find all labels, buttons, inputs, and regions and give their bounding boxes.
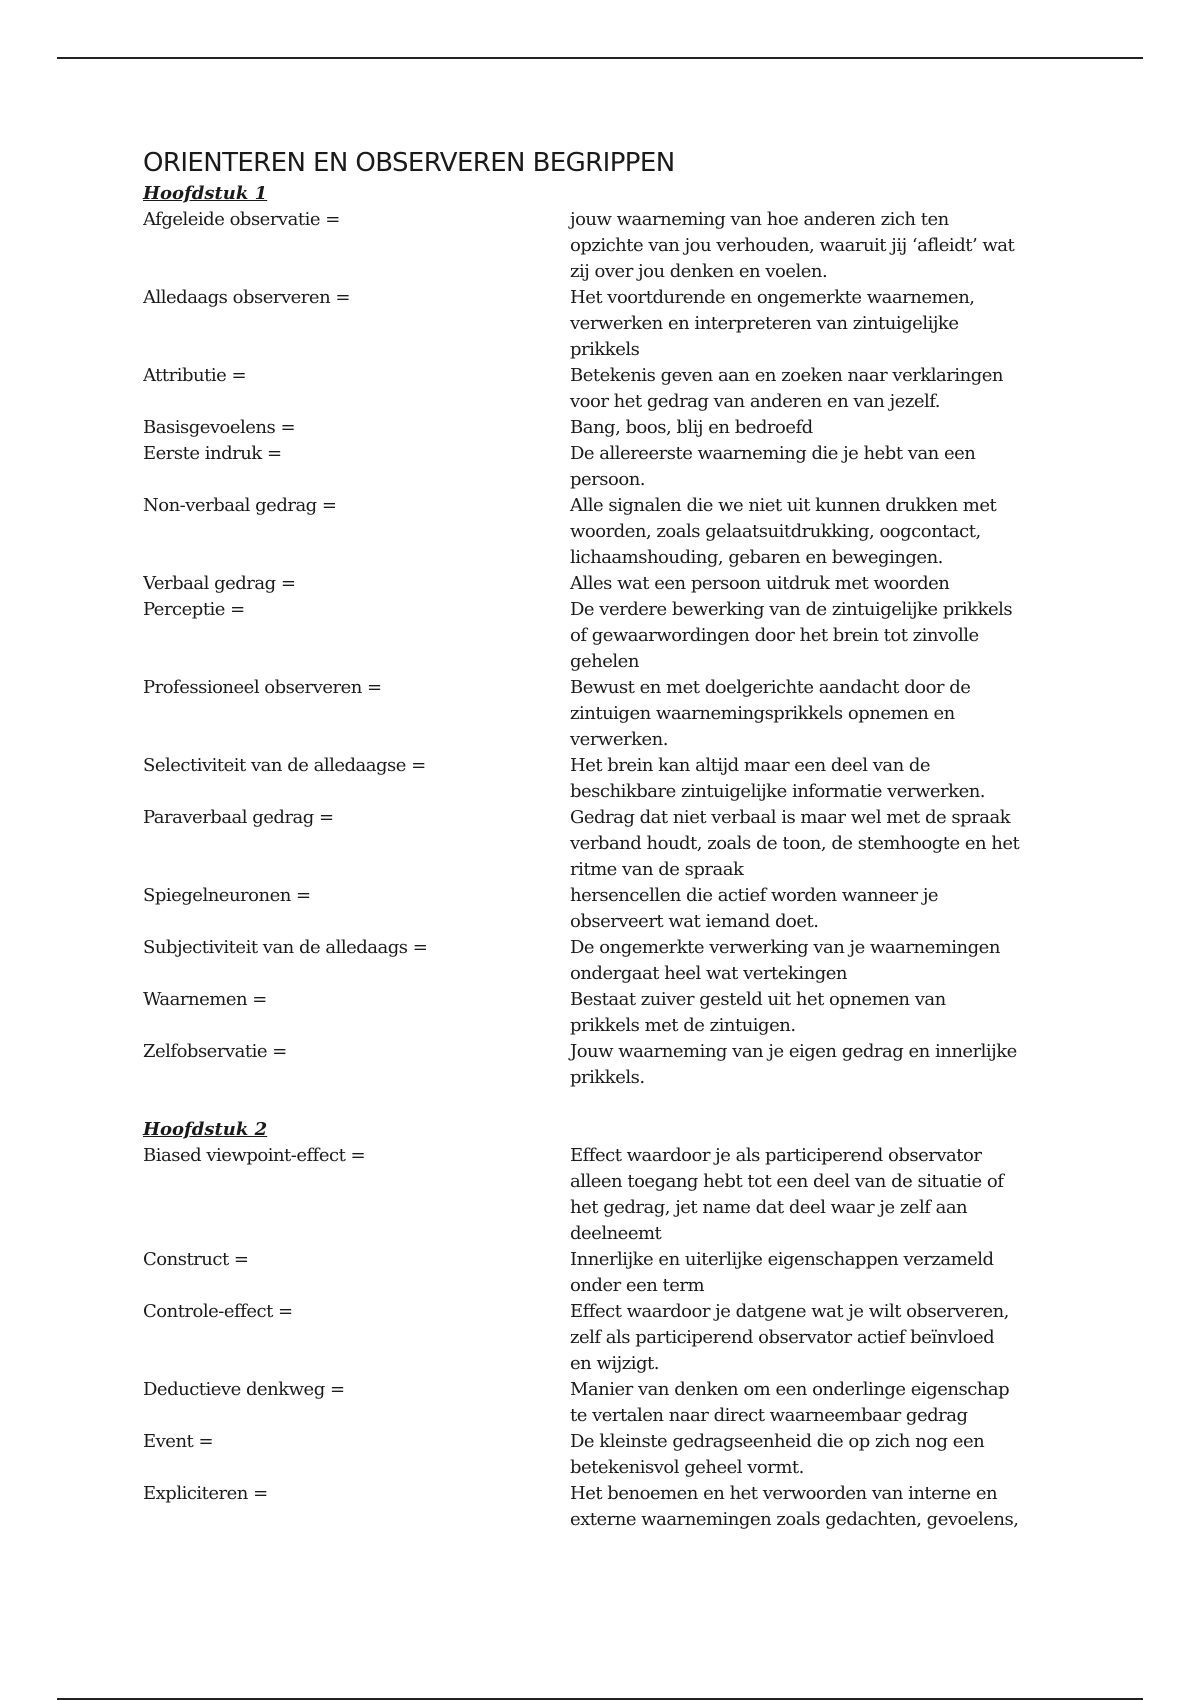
term-label: Perceptie = xyxy=(143,599,245,620)
term-label: Subjectiviteit van de alledaags = xyxy=(143,937,428,958)
definition-line: Bestaat zuiver gesteld uit het opnemen van xyxy=(570,989,946,1010)
term-label: Event = xyxy=(143,1431,214,1452)
definition-line: hersencellen die actief worden wanneer je xyxy=(570,885,939,906)
term-definition xyxy=(570,285,1073,363)
definition-line: woorden, zoals gelaatsuitdrukking, oogcontact, xyxy=(570,521,981,542)
term-definition xyxy=(570,207,1073,285)
definition-line: zij over jou denken en voelen. xyxy=(570,261,828,282)
header-rule xyxy=(57,57,1143,59)
definition-line: prikkels. xyxy=(570,1067,645,1088)
definition-line: De allereerste waarneming die je hebt van een xyxy=(570,443,976,464)
definition-line: Het benoemen en het verwoorden van interne en xyxy=(570,1483,998,1504)
term-list xyxy=(143,1143,1073,1533)
term-definition xyxy=(570,1247,1073,1299)
definition-line: Manier van denken om een onderlinge eigenschap xyxy=(570,1379,1010,1400)
term-definition xyxy=(570,1377,1073,1429)
term-definition xyxy=(570,441,1073,493)
term-label: Controle-effect = xyxy=(143,1301,293,1322)
definition-line: ritme van de spraak xyxy=(570,859,744,880)
definition-line: externe waarnemingen zoals gedachten, gevoelens, xyxy=(570,1509,1019,1530)
term-row xyxy=(143,1247,1073,1299)
definition-line: opzichte van jou verhouden, waaruit jij ‘afleidt’ wat xyxy=(570,235,1015,256)
term-definition xyxy=(570,1481,1073,1533)
chapters-container xyxy=(143,181,1073,1533)
definition-line: Het brein kan altijd maar een deel van de xyxy=(570,755,931,776)
term-row xyxy=(143,805,1073,883)
term-label: Afgeleide observatie = xyxy=(143,209,340,230)
term-row xyxy=(143,285,1073,363)
term-label: Selectiviteit van de alledaagse = xyxy=(143,755,426,776)
term-definition xyxy=(570,675,1073,753)
definition-line: Betekenis geven aan en zoeken naar verklaringen xyxy=(570,365,1003,386)
term-definition xyxy=(570,1299,1073,1377)
definition-line: prikkels xyxy=(570,339,640,360)
definition-line: verwerken en interpreteren van zintuigelijke xyxy=(570,313,959,334)
definition-line: prikkels met de zintuigen. xyxy=(570,1015,796,1036)
term-definition xyxy=(570,805,1073,883)
term-row xyxy=(143,1429,1073,1481)
term-label: Spiegelneuronen = xyxy=(143,885,311,906)
document-body xyxy=(143,146,1073,1533)
term-definition xyxy=(570,987,1073,1039)
definition-line: verwerken. xyxy=(570,729,668,750)
definition-line: Bang, boos, blij en bedroefd xyxy=(570,417,813,438)
term-row xyxy=(143,1039,1073,1091)
term-row xyxy=(143,1377,1073,1429)
term-label: Waarnemen = xyxy=(143,989,267,1010)
definition-line: Effect waardoor je als participerend observator xyxy=(570,1145,982,1166)
term-row xyxy=(143,883,1073,935)
definition-line: voor het gedrag van anderen en van jezelf. xyxy=(570,391,940,412)
definition-line: alleen toegang hebt tot een deel van de situatie of xyxy=(570,1171,1004,1192)
term-definition xyxy=(570,415,1073,441)
definition-line: en wijzigt. xyxy=(570,1353,659,1374)
term-definition xyxy=(570,571,1073,597)
term-definition xyxy=(570,493,1073,571)
definition-line: observeert wat iemand doet. xyxy=(570,911,819,932)
term-row xyxy=(143,1143,1073,1247)
term-row xyxy=(143,753,1073,805)
term-row xyxy=(143,675,1073,753)
definition-line: Alles wat een persoon uitdruk met woorden xyxy=(570,573,950,594)
definition-line: De kleinste gedragseenheid die op zich nog een xyxy=(570,1431,985,1452)
term-row xyxy=(143,935,1073,987)
term-row xyxy=(143,597,1073,675)
term-label: Alledaags observeren = xyxy=(143,287,350,308)
term-label: Paraverbaal gedrag = xyxy=(143,807,334,828)
term-definition xyxy=(570,363,1073,415)
definition-line: onder een term xyxy=(570,1275,705,1296)
definition-line: Bewust en met doelgerichte aandacht door de xyxy=(570,677,971,698)
chapter-section xyxy=(143,1117,1073,1533)
definition-line: zelf als participerend observator actief beïnvloed xyxy=(570,1327,995,1348)
term-definition xyxy=(570,753,1073,805)
chapter-heading: Hoofdstuk 2 xyxy=(143,1119,268,1140)
term-definition xyxy=(570,1143,1073,1247)
term-label: Deductieve denkweg = xyxy=(143,1379,345,1400)
definition-line: De ongemerkte verwerking van je waarnemingen xyxy=(570,937,1000,958)
term-definition xyxy=(570,935,1073,987)
chapter-section xyxy=(143,181,1073,1091)
term-row xyxy=(143,1299,1073,1377)
term-label: Zelfobservatie = xyxy=(143,1041,287,1062)
term-label: Biased viewpoint-effect = xyxy=(143,1145,366,1166)
definition-line: beschikbare zintuigelijke informatie verwerken. xyxy=(570,781,986,802)
term-label: Basisgevoelens = xyxy=(143,417,296,438)
term-label: Eerste indruk = xyxy=(143,443,282,464)
definition-line: te vertalen naar direct waarneembaar gedrag xyxy=(570,1405,968,1426)
term-definition xyxy=(570,883,1073,935)
term-label: Verbaal gedrag = xyxy=(143,573,296,594)
document-title: ORIENTEREN EN OBSERVEREN BEGRIPPEN xyxy=(143,148,675,178)
definition-line: Gedrag dat niet verbaal is maar wel met de spraak xyxy=(570,807,1011,828)
definition-line: deelneemt xyxy=(570,1223,662,1244)
definition-line: zintuigen waarnemingsprikkels opnemen en xyxy=(570,703,955,724)
definition-line: het gedrag, jet name dat deel waar je zelf aan xyxy=(570,1197,968,1218)
term-row xyxy=(143,1481,1073,1533)
term-label: Professioneel observeren = xyxy=(143,677,382,698)
term-row xyxy=(143,207,1073,285)
term-row xyxy=(143,571,1073,597)
term-definition xyxy=(570,597,1073,675)
term-label: Construct = xyxy=(143,1249,249,1270)
term-label: Non-verbaal gedrag = xyxy=(143,495,337,516)
definition-line: De verdere bewerking van de zintuigelijke prikkels xyxy=(570,599,1013,620)
definition-line: of gewaarwordingen door het brein tot zinvolle xyxy=(570,625,979,646)
term-label: Expliciteren = xyxy=(143,1483,268,1504)
definition-line: verband houdt, zoals de toon, de stemhoogte en het xyxy=(570,833,1020,854)
term-definition xyxy=(570,1039,1073,1091)
term-definition xyxy=(570,1429,1073,1481)
definition-line: persoon. xyxy=(570,469,646,490)
definition-line: Het voortdurende en ongemerkte waarnemen, xyxy=(570,287,975,308)
definition-line: Effect waardoor je datgene wat je wilt observeren, xyxy=(570,1301,1009,1322)
definition-line: Innerlijke en uiterlijke eigenschappen verzameld xyxy=(570,1249,994,1270)
term-label: Attributie = xyxy=(143,365,247,386)
term-list xyxy=(143,207,1073,1091)
chapter-heading: Hoofdstuk 1 xyxy=(143,183,268,204)
definition-line: lichaamshouding, gebaren en bewegingen. xyxy=(570,547,943,568)
definition-line: gehelen xyxy=(570,651,639,672)
definition-line: betekenisvol geheel vormt. xyxy=(570,1457,804,1478)
term-row xyxy=(143,987,1073,1039)
term-row xyxy=(143,415,1073,441)
term-row xyxy=(143,441,1073,493)
definition-line: Jouw waarneming van je eigen gedrag en innerlijke xyxy=(570,1041,1017,1062)
term-row xyxy=(143,363,1073,415)
definition-line: ondergaat heel wat vertekingen xyxy=(570,963,847,984)
definition-line: jouw waarneming van hoe anderen zich ten xyxy=(570,209,949,230)
term-row xyxy=(143,493,1073,571)
definition-line: Alle signalen die we niet uit kunnen drukken met xyxy=(570,495,997,516)
